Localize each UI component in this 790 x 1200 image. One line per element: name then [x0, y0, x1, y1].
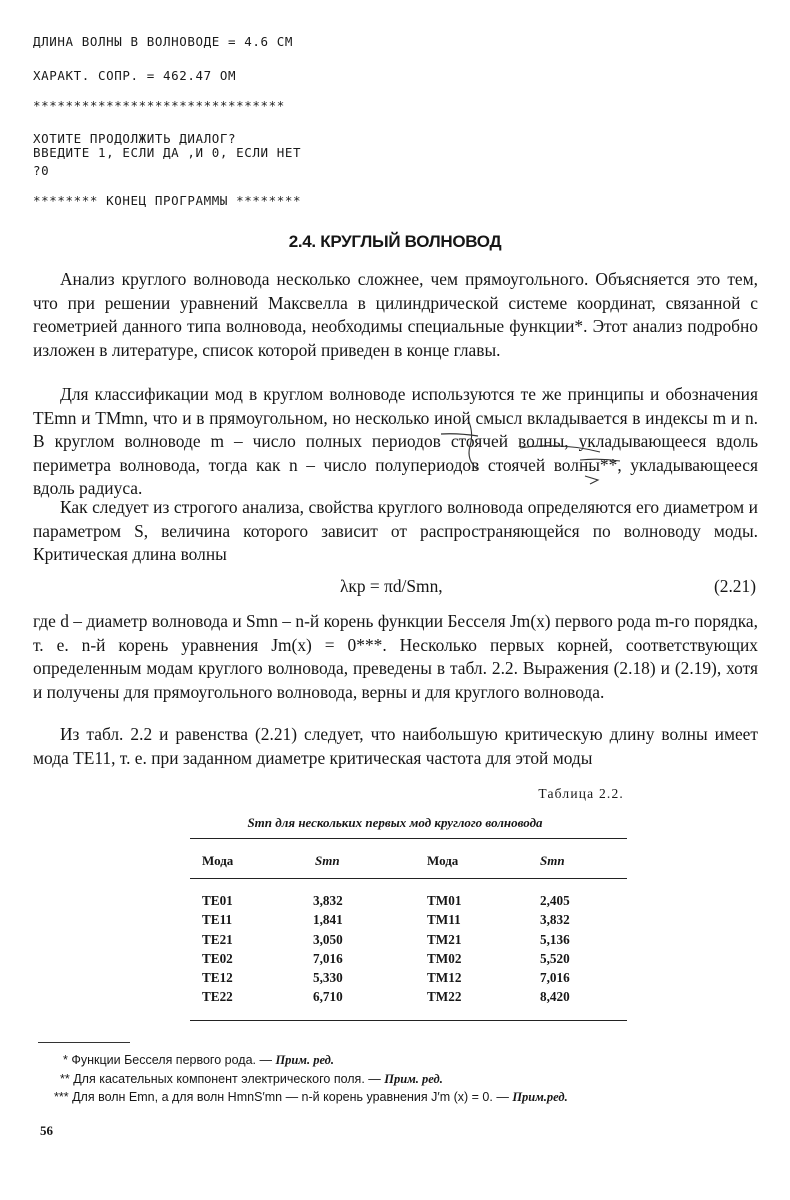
footnote-text: Для волн Emn, а для волн HmnS′mn — n-й корень уравнения J′m (x) = 0. —: [72, 1090, 509, 1104]
footnote-editor-note: Прим. ред.: [384, 1072, 443, 1086]
formula-expression: λкр = πd/Smn,: [340, 576, 443, 596]
table-column-tm-values: [540, 891, 570, 1007]
formula-number: (2.21): [713, 576, 756, 596]
program-output-line-impedance: ХАРАКТ. СОПР. = 462.47 ОМ: [33, 68, 237, 83]
program-output-separator: *******************************: [33, 98, 285, 113]
table-title: Smn для нескольких первых мод круглого волновода: [247, 815, 543, 830]
table-cell: TE02: [202, 950, 233, 966]
page-number: 56: [40, 1123, 53, 1138]
table-cell: TE21: [202, 931, 233, 947]
table-cell: TM21: [427, 931, 462, 947]
table-cell: 7,016: [313, 950, 343, 966]
paragraph-mode-classification: Для классификации мод в круглом волноводе используются те же принципы и обозначения TEmn и TMmn, что и в прямоугольном, но несколько иной смысл вкладывается в индексы m и n. В круглом волноводе m – число полных периодов стоячей волны, укладывающееся вдоль периметра волновода, тогда как n – число полупериодов стоячей волны**, укладывающееся вдоль радиуса.: [33, 384, 758, 498]
table-cell: 3,832: [540, 912, 570, 928]
footnote-2: [60, 1071, 443, 1087]
table-cell: 3,832: [313, 893, 343, 908]
table-header-smn-te: Smn: [315, 853, 340, 868]
table-cell: TM22: [427, 989, 462, 1005]
footnote-editor-note: Прим. ред.: [275, 1053, 335, 1067]
footnote-text: Для касательных компонент электрического поля. —: [73, 1072, 381, 1086]
table-cell: TE12: [202, 970, 233, 986]
table-column-te-modes: [202, 891, 233, 1007]
table-cell: 5,330: [313, 970, 343, 986]
table-cell: TM02: [427, 950, 462, 966]
program-output-line-wavelength: ДЛИНА ВОЛНЫ В ВОЛНОВОДЕ = 4.6 СМ: [33, 34, 294, 49]
table-cell: TM11: [427, 912, 461, 928]
program-output-end: ******** КОНЕЦ ПРОГРАММЫ ********: [33, 193, 302, 208]
paragraph-te11: Из табл. 2.2 и равенства (2.21) следует, что наибольшую критическую длину волны имеет мода TE11, т. е. при заданном диаметре критическая частота для этой моды: [33, 724, 758, 768]
table-caption: Таблица 2.2.: [538, 786, 624, 801]
table-header-rule: [190, 878, 627, 879]
footnote-mark: *: [63, 1053, 68, 1067]
table-header-mode-te: Мода: [202, 853, 234, 868]
footnote-1: [63, 1052, 334, 1068]
table-top-rule: [190, 838, 627, 839]
table-column-tm-modes: [427, 891, 461, 1007]
program-output-question: ХОТИТЕ ПРОДОЛЖИТЬ ДИАЛОГ?: [33, 131, 237, 146]
section-title: 2.4. КРУГЛЫЙ ВОЛНОВОД: [288, 232, 502, 251]
table-cell: 2,405: [540, 893, 570, 908]
table-column-te-values: [313, 891, 343, 1007]
table-cell: 1,841: [313, 912, 343, 928]
table-cell: TM01: [427, 893, 462, 908]
table-cell: 5,136: [540, 931, 570, 947]
footnote-3: [54, 1089, 568, 1105]
table-bottom-rule: [190, 1020, 627, 1021]
paragraph-bessel: где d – диаметр волновода и Smn – n-й корень функции Бесселя Jm(x) первого рода m-го порядка, т. е. n-й корень уравнения Jm(x) = 0***. Несколько первых корней, соответствующих определенным модам круглого волновода, преведены в табл. 2.2. Выражения (2.18) и (2.19), хотя и получены для прямоугольного волновода, верны и для круглого волновода.: [33, 611, 758, 702]
table-cell: 5,520: [540, 950, 570, 966]
footnote-mark: ***: [54, 1090, 69, 1104]
table-cell: 8,420: [540, 989, 570, 1005]
table-cell: 7,016: [540, 970, 570, 986]
table-header-mode-tm: Мода: [427, 853, 459, 868]
footnote-text: Функции Бесселя первого рода. —: [71, 1053, 272, 1067]
paragraph-properties: Как следует из строгого анализа, свойства круглого волновода определяются его диаметром и параметром S, величина которого зависит от распространяющейся по волноводу моды. Критическая длина волны: [33, 497, 758, 564]
table-cell: TE11: [202, 912, 233, 928]
table-header-smn-tm: Smn: [540, 853, 565, 868]
table-cell: 3,050: [313, 931, 343, 947]
footnote-editor-note: Прим.ред.: [512, 1090, 568, 1104]
paragraph-intro: Анализ круглого волновода несколько сложнее, чем прямоугольного. Объясняется это тем, что при решении уравнений Максвелла в цилиндрической системе координат, связанной с геометрией данного типа волновода, необходимы специальные функции*. Этот анализ подробно изложен в литературе, список которой приведен в конце главы.: [33, 269, 758, 360]
program-output-answer: ?0: [33, 163, 50, 178]
footnote-mark: **: [60, 1072, 70, 1086]
table-cell: TE01: [202, 893, 233, 908]
program-output-instruction: ВВЕДИТЕ 1, ЕСЛИ ДА ,И 0, ЕСЛИ НЕТ: [33, 145, 302, 160]
table-cell: 6,710: [313, 989, 343, 1005]
footnote-rule: [38, 1042, 130, 1043]
table-cell: TM12: [427, 970, 462, 986]
table-cell: TE22: [202, 989, 233, 1005]
